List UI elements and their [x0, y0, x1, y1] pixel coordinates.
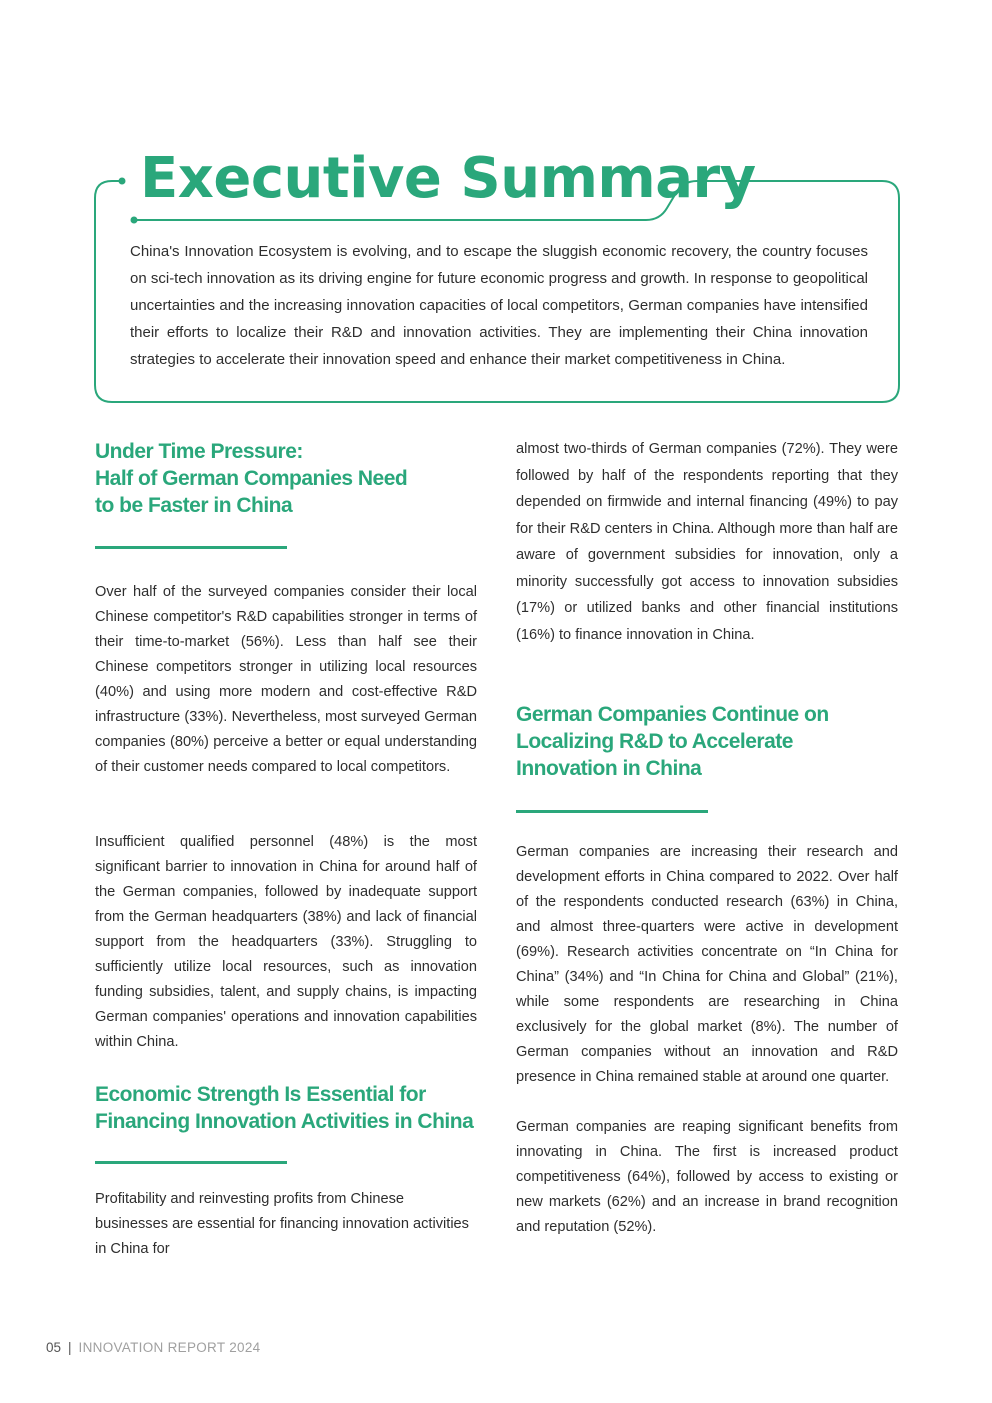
paragraph-barriers: Insufficient qualified personnel (48%) is the most significant barrier to innovation in China for around half of the German companies, followed by inadequate support from the German headquarters (38%) and lack of financial support from the headquarters (33%). Struggling to sufficiently utilize local resources, such as innovation funding subsidies, talent, and supply chains, is impacting German companies' operations and innovation capabilities within China. [95, 834, 477, 1050]
section-divider [95, 546, 287, 549]
heading-line: German Companies Continue on [516, 703, 829, 726]
frame-dot-bottom [131, 217, 138, 224]
paragraph-benefits: German companies are reaping significant benefits from innovating in China. The first is increased product competitiveness (64%), followed by access to existing or new markets (62%) and an increase in brand recognition and reputation (52%). [516, 1119, 898, 1235]
section-divider [516, 810, 708, 813]
section-heading-localizing-rd [516, 701, 829, 782]
section-heading-economic-strength [95, 1081, 473, 1135]
paragraph-financing-continued: almost two-thirds of German companies (72%). They were followed by half of the respondents reporting that they depended on firmwide and internal financing (49%) to pay for their R&D centers in China. Although more than half are aware of government subsidies for innovation, only a minority successfully got access to innovation subsidies (17%) or utilized banks and other financial institutions (16%) to finance innovation in China. [516, 441, 898, 643]
section-heading-time-pressure [95, 438, 407, 519]
paragraph-competitors: Over half of the surveyed companies consider their local Chinese competitor's R&D capabilities stronger in terms of their time-to-market (56%). Less than half see their Chinese competitors stronger in utilizing local resources (40%) and using more modern and cost-effective R&D infrastructure (33%). Nevertheless, most surveyed German companies (80%) perceive a better or equal understanding of their customer needs compared to local competitors. [95, 584, 477, 775]
page-footer [46, 1339, 260, 1357]
heading-line: Innovation in China [516, 757, 702, 780]
heading-line: Economic Strength Is Essential for [95, 1083, 426, 1106]
footer-separator: | [68, 1340, 72, 1355]
frame-dot-top [119, 178, 126, 185]
paragraph-financing: Profitability and reinvesting profits from Chinese businesses are essential for financing innovation activities in China for [95, 1191, 469, 1257]
heading-line: Localizing R&D to Accelerate [516, 730, 793, 753]
section-divider [95, 1161, 287, 1164]
report-name: INNOVATION REPORT 2024 [78, 1340, 261, 1355]
heading-line: to be Faster in China [95, 494, 293, 517]
page-title: Executive Summary [140, 146, 756, 211]
intro-paragraph: China's Innovation Ecosystem is evolving, and to escape the sluggish economic recovery, the country focuses on sci-tech innovation as its driving engine for future economic progress and growth. In response to geopolitical uncertainties and the increasing innovation capacities of local competitors, German companies have intensified their efforts to localize their R&D and innovation activities. They are implementing their China innovation strategies to accelerate their innovation speed and enhance their market competitiveness in China. [130, 243, 868, 368]
heading-line: Under Time Pressure: [95, 440, 303, 463]
heading-line: Half of German Companies Need [95, 467, 408, 490]
heading-line: Financing Innovation Activities in China [95, 1110, 474, 1133]
paragraph-rd-efforts: German companies are increasing their research and development efforts in China compared to 2022. Over half of the respondents conducted research (63%) in China, and almost three-quarters were active in development (69%). Research activities concentrate on “In China for China” (34%) and “In China for China and Global” (21%), while some respondents are researching in China exclusively for the global market (8%). The number of German companies without an innovation and R&D presence in China remained stable at around one quarter. [516, 844, 898, 1085]
page-number: 05 [46, 1340, 62, 1355]
